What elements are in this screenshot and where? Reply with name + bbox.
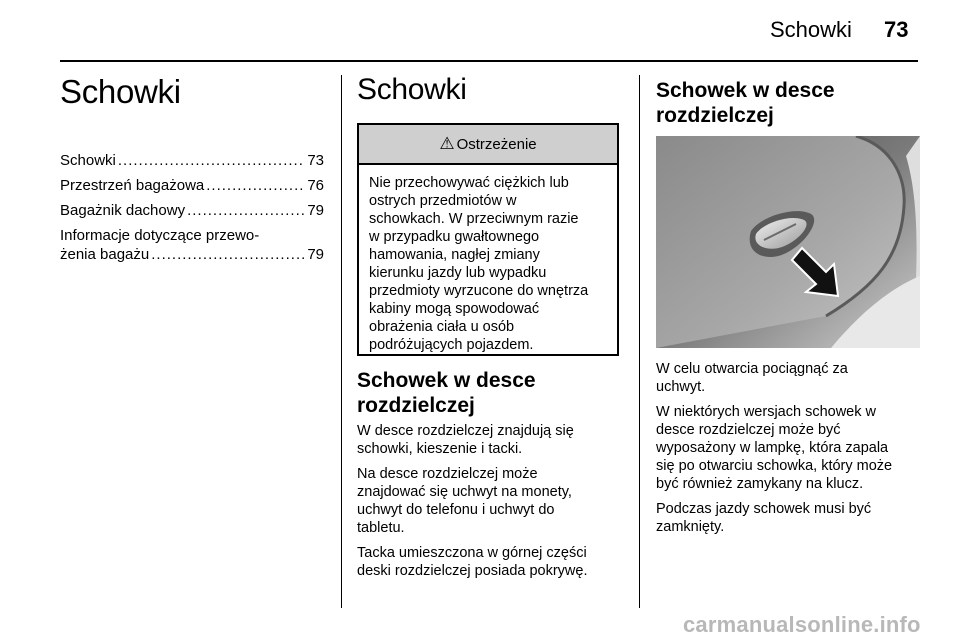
warning-line: obrażenia ciała u osób <box>369 319 515 335</box>
toc-item-label-line1: Informacje dotyczące przewo- <box>60 227 260 244</box>
glovebox-instructions <box>656 360 920 543</box>
warning-line: ostrych przedmiotów w <box>369 193 517 209</box>
warning-triangle-icon: ⚠ <box>439 134 455 153</box>
toc-leader <box>118 151 305 170</box>
paragraph: Tacka umieszczona w górnej części deski rozdzielczej posiada pokrywę. <box>357 545 588 579</box>
warning-header <box>359 125 617 165</box>
warning-line: kabiny mogą spowodować <box>369 301 540 317</box>
warning-body <box>359 165 617 354</box>
subsection-heading: Schowek w desce rozdzielczej <box>656 79 835 127</box>
running-header-title: Schowki <box>770 17 852 42</box>
glovebox-section-intro <box>357 368 627 587</box>
toc-item-label: Przestrzeń bagażowa <box>60 177 205 194</box>
column-divider-2 <box>639 75 640 608</box>
warning-line: kierunku jazdy lub wypadku <box>369 265 547 281</box>
toc-item[interactable] <box>60 226 324 264</box>
warning-line: hamowania, nagłej zmiany <box>369 247 540 263</box>
warning-line: przedmioty wyrzucone do wnętrza <box>369 283 589 299</box>
toc-item-label: Schowki <box>60 152 116 169</box>
warning-box <box>357 123 619 356</box>
glovebox-section <box>656 78 921 128</box>
toc-item-label: Bagażnik dachowy <box>60 202 186 219</box>
toc-item-label-line2: żenia bagażu <box>60 246 150 263</box>
page-number: 73 <box>884 17 909 42</box>
toc-item[interactable] <box>60 176 324 195</box>
paragraph: W desce rozdzielczej znajdują się schowki, kieszenie i tacki. <box>357 423 574 457</box>
toc-item[interactable] <box>60 151 324 170</box>
toc-item-page: 79 <box>307 246 324 263</box>
paragraph: Na desce rozdzielczej może znajdować się uchwyt na monety, uchwyt do telefonu i uchwyt do tabletu. <box>357 466 572 536</box>
warning-line: podróżujących pojazdem. <box>369 337 534 353</box>
paragraph: W celu otwarcia pociągnąć za uchwyt. <box>656 361 848 395</box>
chapter-title: Schowki <box>60 73 181 110</box>
table-of-contents <box>60 151 324 270</box>
warning-heading: Ostrzeżenie <box>456 135 537 153</box>
glovebox-handle-illustration <box>656 136 920 348</box>
paragraph: Podczas jazdy schowek musi być zamknięty. <box>656 501 872 535</box>
toc-leader <box>187 201 305 220</box>
warning-line: Nie przechowywać ciężkich lub <box>369 175 569 191</box>
toc-leader <box>206 176 305 195</box>
warning-line: w przypadku gwałtownego <box>369 229 540 245</box>
toc-item[interactable] <box>60 201 324 220</box>
toc-item-page: 76 <box>307 177 324 194</box>
subsection-heading: Schowek w desce rozdzielczej <box>357 369 536 417</box>
header-rule <box>60 60 918 62</box>
paragraph: W niektórych wersjach schowek w desce rozdzielczej może być wyposażony w lampkę, która zapala się po otwarciu schowka, który może być również zamykany na klucz. <box>656 404 893 492</box>
toc-leader <box>151 245 305 264</box>
toc-item-page: 73 <box>307 152 324 169</box>
watermark: carmanualsonline.info <box>683 612 921 637</box>
warning-line: schowkach. W przeciwnym razie <box>369 211 579 227</box>
section-title: Schowki <box>357 73 467 106</box>
toc-item-page: 79 <box>307 202 324 219</box>
column-divider-1 <box>341 75 342 608</box>
